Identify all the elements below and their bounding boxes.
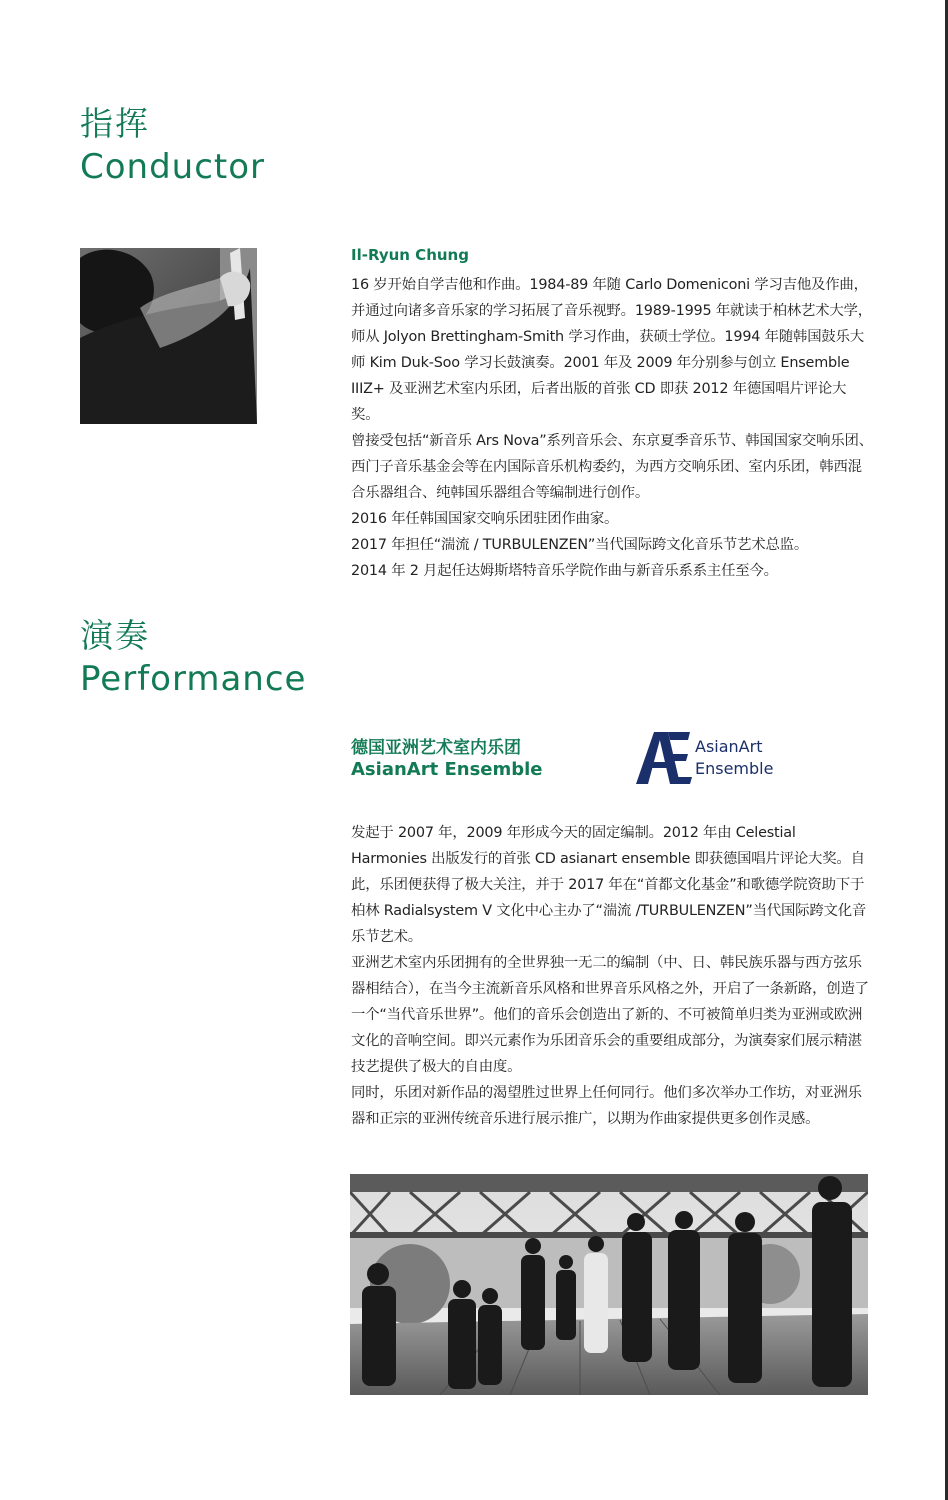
- conductor-bio: [351, 272, 873, 584]
- conductor-heading-cn: 指挥: [80, 104, 150, 143]
- bio-paragraph: 2014 年 2 月起任达姆斯塔特音乐学院作曲与新音乐系系主任至今。: [351, 563, 778, 579]
- logo-text-line1: AsianArt: [695, 737, 763, 756]
- bio-paragraph: 2016 年任韩国国家交响乐团驻团作曲家。: [351, 511, 619, 527]
- bio-paragraph: 16 岁开始自学吉他和作曲。1984-89 年随 Carlo Domeniconi 学习吉他及作曲，并通过向诸多音乐家的学习拓展了音乐视野。1989-1995 年就读于柏林艺术大学，师从 Jolyon Brettingham-Smith 学习作曲，获硕士学位。1994 年随韩国鼓乐大师 Kim Duk-Soo 学习长鼓演奏。2001 年及 2009 年分别参与创立 Ensemble IIIZ+ 及亚洲艺术室内乐团，后者出版的首张 CD 即获 2012 年德国唱片评论大奖。: [351, 277, 872, 423]
- ensemble-name-cn: 德国亚洲艺术室内乐团: [351, 738, 521, 758]
- bio-paragraph: 发起于 2007 年，2009 年形成今天的固定编制。2012 年由 Celestial Harmonies 出版发行的首张 CD asianart ensemble 即获德国唱片评论大奖。自此，乐团便获得了极大关注，并于 2017 年在“首都文化基金”和歌德学院资助下于柏林 Radialsystem V 文化中心主办了“湍流 /TURBULENZEN”当代国际跨文化音乐节艺术。: [351, 825, 867, 945]
- conductor-name: Il-Ryun Chung: [351, 246, 469, 264]
- bio-paragraph: 曾接受包括“新音乐 Ars Nova”系列音乐会、东京夏季音乐节、韩国国家交响乐团、西门子音乐基金会等在内国际音乐机构委约，为西方交响乐团、室内乐团，韩西混合乐器组合、纯韩国乐器组合等编制进行创作。: [351, 433, 873, 501]
- conductor-photo: [80, 248, 257, 424]
- ensemble-logo-mark: [634, 728, 694, 788]
- performance-heading-en: Performance: [80, 659, 307, 699]
- logo-text-line2: Ensemble: [695, 759, 774, 778]
- bio-paragraph: 2017 年担任“湍流 / TURBULENZEN”当代国际跨文化音乐节艺术总监。: [351, 537, 809, 553]
- ensemble-logo: [634, 728, 694, 788]
- ensemble-bio: [351, 820, 873, 1132]
- bio-paragraph: 亚洲艺术室内乐团拥有的全世界独一无二的编制（中、日、韩民族乐器与西方弦乐器相结合），在当今主流新音乐风格和世界音乐风格之外，开启了一条新路，创造了一个“当代音乐世界”。他们的音乐会创造出了新的、不可被简单归类为亚洲或欧洲文化的音响空间。即兴元素作为乐团音乐会的重要组成部分，为演奏家们展示精湛技艺提供了极大的自由度。: [351, 955, 869, 1075]
- performance-heading-cn: 演奏: [80, 616, 150, 655]
- bio-paragraph: 同时，乐团对新作品的渴望胜过世界上任何同行。他们多次举办工作坊，对亚洲乐器和正宗的亚洲传统音乐进行展示推广，以期为作曲家提供更多创作灵感。: [351, 1085, 862, 1127]
- ensemble-name-en: AsianArt Ensemble: [351, 759, 543, 780]
- ensemble-photo: [350, 1174, 868, 1395]
- conductor-heading-en: Conductor: [80, 147, 266, 187]
